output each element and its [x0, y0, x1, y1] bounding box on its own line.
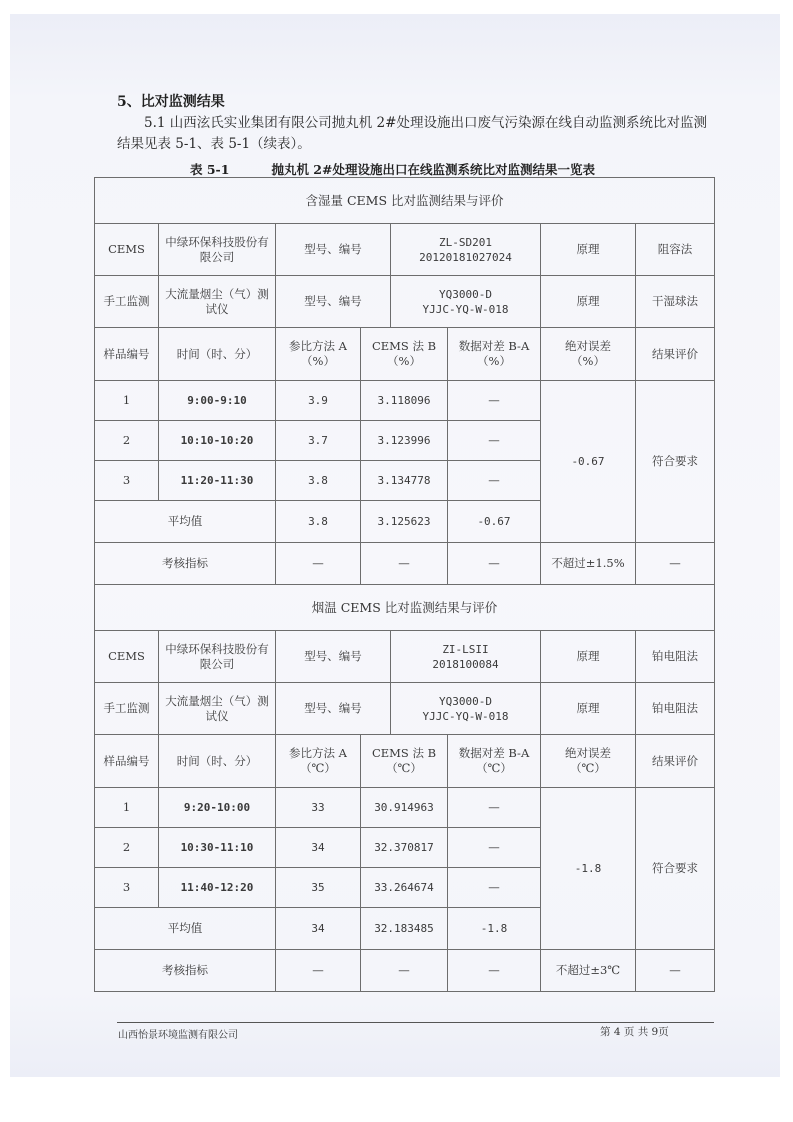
average-label: 平均值: [95, 908, 276, 950]
header-ref-a: [276, 735, 361, 788]
index-result: —: [636, 543, 715, 585]
index-diff: —: [448, 543, 541, 585]
header-diff: [448, 735, 541, 788]
header-time: 时间（时、分）: [159, 735, 276, 788]
cell-cems-b: 32.370817: [361, 828, 448, 868]
header-ref-a-label: 参比方法 A: [289, 339, 347, 353]
table-caption-label: 表 5-1: [190, 162, 230, 177]
header-abs-error: [541, 735, 636, 788]
manual-info-row: [95, 276, 715, 328]
average-diff: -1.8: [448, 908, 541, 950]
cems-principle-label: 原理: [541, 631, 636, 683]
header-unit: （%）: [387, 354, 421, 368]
cell-time: 11:40-12:20: [159, 868, 276, 908]
cell-diff: —: [448, 381, 541, 421]
cell-ref-a: 35: [276, 868, 361, 908]
cems-info-row: [95, 224, 715, 276]
index-cems-b: —: [361, 543, 448, 585]
index-ref-a: —: [276, 950, 361, 992]
table-row: [95, 381, 715, 421]
header-unit: （℃）: [570, 761, 606, 775]
cell-cems-b: 3.118096: [361, 381, 448, 421]
cell-time: 9:20-10:00: [159, 788, 276, 828]
average-ref-a: 34: [276, 908, 361, 950]
comparison-results-table: [94, 177, 715, 992]
table-caption-title: 抛丸机 2#处理设施出口在线监测系统比对监测结果一览表: [271, 162, 595, 177]
cems-label: CEMS: [95, 224, 159, 276]
cell-sample-no: 3: [95, 461, 159, 501]
manual-model-value: [391, 276, 541, 328]
footer-company: 山西怡景环境监测有限公司: [118, 1030, 238, 1041]
assessment-index-row: [95, 950, 715, 992]
header-diff-label: 数据对差 B-A: [458, 339, 530, 353]
average-cems-b: 32.183485: [361, 908, 448, 950]
cell-time: 11:20-11:30: [159, 461, 276, 501]
index-abs-error: 不超过±3℃: [541, 950, 636, 992]
section-title-moisture: 含湿量 CEMS 比对监测结果与评价: [95, 178, 715, 224]
header-unit: （℃）: [386, 761, 422, 775]
header-result: 结果评价: [636, 328, 715, 381]
manual-principle: 铂电阻法: [636, 683, 715, 735]
header-sample-no: 样品编号: [95, 735, 159, 788]
header-time: 时间（时、分）: [159, 328, 276, 381]
table-caption: [190, 160, 595, 178]
cems-model-value: [391, 631, 541, 683]
header-abs-error-label: 绝对误差: [565, 746, 611, 760]
cell-diff: —: [448, 461, 541, 501]
cell-cems-b: 3.134778: [361, 461, 448, 501]
cems-model-line2: 20120181027024: [419, 250, 512, 264]
manual-instrument: 大流量烟尘（气）测试仪: [159, 683, 276, 735]
cell-time: 9:00-9:10: [159, 381, 276, 421]
cems-principle: 阻容法: [636, 224, 715, 276]
cell-result: 符合要求: [636, 381, 715, 543]
manual-model-label: 型号、编号: [276, 683, 391, 735]
manual-principle-label: 原理: [541, 276, 636, 328]
header-abs-error: [541, 328, 636, 381]
header-unit: （%）: [301, 354, 335, 368]
index-label: 考核指标: [95, 950, 276, 992]
header-diff: [448, 328, 541, 381]
cell-diff: —: [448, 421, 541, 461]
cems-model-label: 型号、编号: [276, 224, 391, 276]
cell-ref-a: 33: [276, 788, 361, 828]
cell-result: 符合要求: [636, 788, 715, 950]
cell-sample-no: 2: [95, 421, 159, 461]
cell-ref-a: 3.9: [276, 381, 361, 421]
index-diff: —: [448, 950, 541, 992]
manual-instrument: 大流量烟尘（气）测试仪: [159, 276, 276, 328]
header-sample-no: 样品编号: [95, 328, 159, 381]
header-cems-b-label: CEMS 法 B: [371, 746, 437, 760]
cell-ref-a: 3.7: [276, 421, 361, 461]
cell-sample-no: 3: [95, 868, 159, 908]
section-title-row: [95, 178, 715, 224]
manual-model-label: 型号、编号: [276, 276, 391, 328]
manual-model-line1: YQ3000-D: [439, 694, 492, 708]
cell-diff: —: [448, 828, 541, 868]
cell-sample-no: 1: [95, 788, 159, 828]
cems-model-line2: 2018100084: [432, 657, 499, 671]
manual-principle-label: 原理: [541, 683, 636, 735]
section-title-temperature: 烟温 CEMS 比对监测结果与评价: [95, 585, 715, 631]
manual-label: 手工监测: [95, 276, 159, 328]
header-result: 结果评价: [636, 735, 715, 788]
index-label: 考核指标: [95, 543, 276, 585]
average-cems-b: 3.125623: [361, 501, 448, 543]
table-row: [95, 788, 715, 828]
header-cems-b: [361, 328, 448, 381]
cell-diff: —: [448, 788, 541, 828]
header-ref-a: [276, 328, 361, 381]
cems-model-label: 型号、编号: [276, 631, 391, 683]
cell-time: 10:30-11:10: [159, 828, 276, 868]
average-diff: -0.67: [448, 501, 541, 543]
header-diff-label: 数据对差 B-A: [458, 746, 530, 760]
cell-ref-a: 3.8: [276, 461, 361, 501]
cell-time: 10:10-10:20: [159, 421, 276, 461]
manual-model-value: [391, 683, 541, 735]
index-result: —: [636, 950, 715, 992]
cems-model-value: [391, 224, 541, 276]
index-abs-error: 不超过±1.5%: [541, 543, 636, 585]
section-heading: 5、比对监测结果: [117, 94, 225, 110]
manual-model-line1: YQ3000-D: [439, 287, 492, 301]
cems-model-line1: ZI-LSII: [442, 642, 489, 656]
cems-principle-label: 原理: [541, 224, 636, 276]
index-ref-a: —: [276, 543, 361, 585]
section-title-row: [95, 585, 715, 631]
header-unit: （℃）: [300, 761, 336, 775]
header-abs-error-label: 绝对误差: [565, 339, 611, 353]
header-cems-b: [361, 735, 448, 788]
header-cems-b-label: CEMS 法 B: [371, 339, 437, 353]
cell-abs-error: -1.8: [541, 788, 636, 950]
cell-sample-no: 2: [95, 828, 159, 868]
manual-model-line2: YJJC-YQ-W-018: [422, 302, 509, 316]
cems-model-line1: ZL-SD201: [439, 235, 492, 249]
cell-abs-error: -0.67: [541, 381, 636, 543]
manual-info-row: [95, 683, 715, 735]
cell-cems-b: 33.264674: [361, 868, 448, 908]
cell-sample-no: 1: [95, 381, 159, 421]
header-ref-a-label: 参比方法 A: [289, 746, 347, 760]
footer-divider: [117, 1022, 714, 1023]
cell-cems-b: 3.123996: [361, 421, 448, 461]
header-unit: （%）: [477, 354, 511, 368]
cell-ref-a: 34: [276, 828, 361, 868]
column-header-row: [95, 328, 715, 381]
manual-principle: 干湿球法: [636, 276, 715, 328]
cell-cems-b: 30.914963: [361, 788, 448, 828]
assessment-index-row: [95, 543, 715, 585]
manual-label: 手工监测: [95, 683, 159, 735]
column-header-row: [95, 735, 715, 788]
average-ref-a: 3.8: [276, 501, 361, 543]
index-cems-b: —: [361, 950, 448, 992]
manual-model-line2: YJJC-YQ-W-018: [422, 709, 509, 723]
cems-principle: 铂电阻法: [636, 631, 715, 683]
cems-info-row: [95, 631, 715, 683]
footer-page-number: 第 4 页 共 9页: [600, 1026, 669, 1038]
intro-paragraph: 5.1 山西泫氏实业集团有限公司抛丸机 2#处理设施出口废气污染源在线自动监测系统比对监测结果见表 5-1、表 5-1（续表）。: [117, 115, 707, 152]
header-unit: （%）: [571, 354, 605, 368]
cell-diff: —: [448, 868, 541, 908]
cems-maker: 中绿环保科技股份有限公司: [159, 631, 276, 683]
header-unit: （℃）: [476, 761, 512, 775]
cems-maker: 中绿环保科技股份有限公司: [159, 224, 276, 276]
cems-label: CEMS: [95, 631, 159, 683]
average-label: 平均值: [95, 501, 276, 543]
